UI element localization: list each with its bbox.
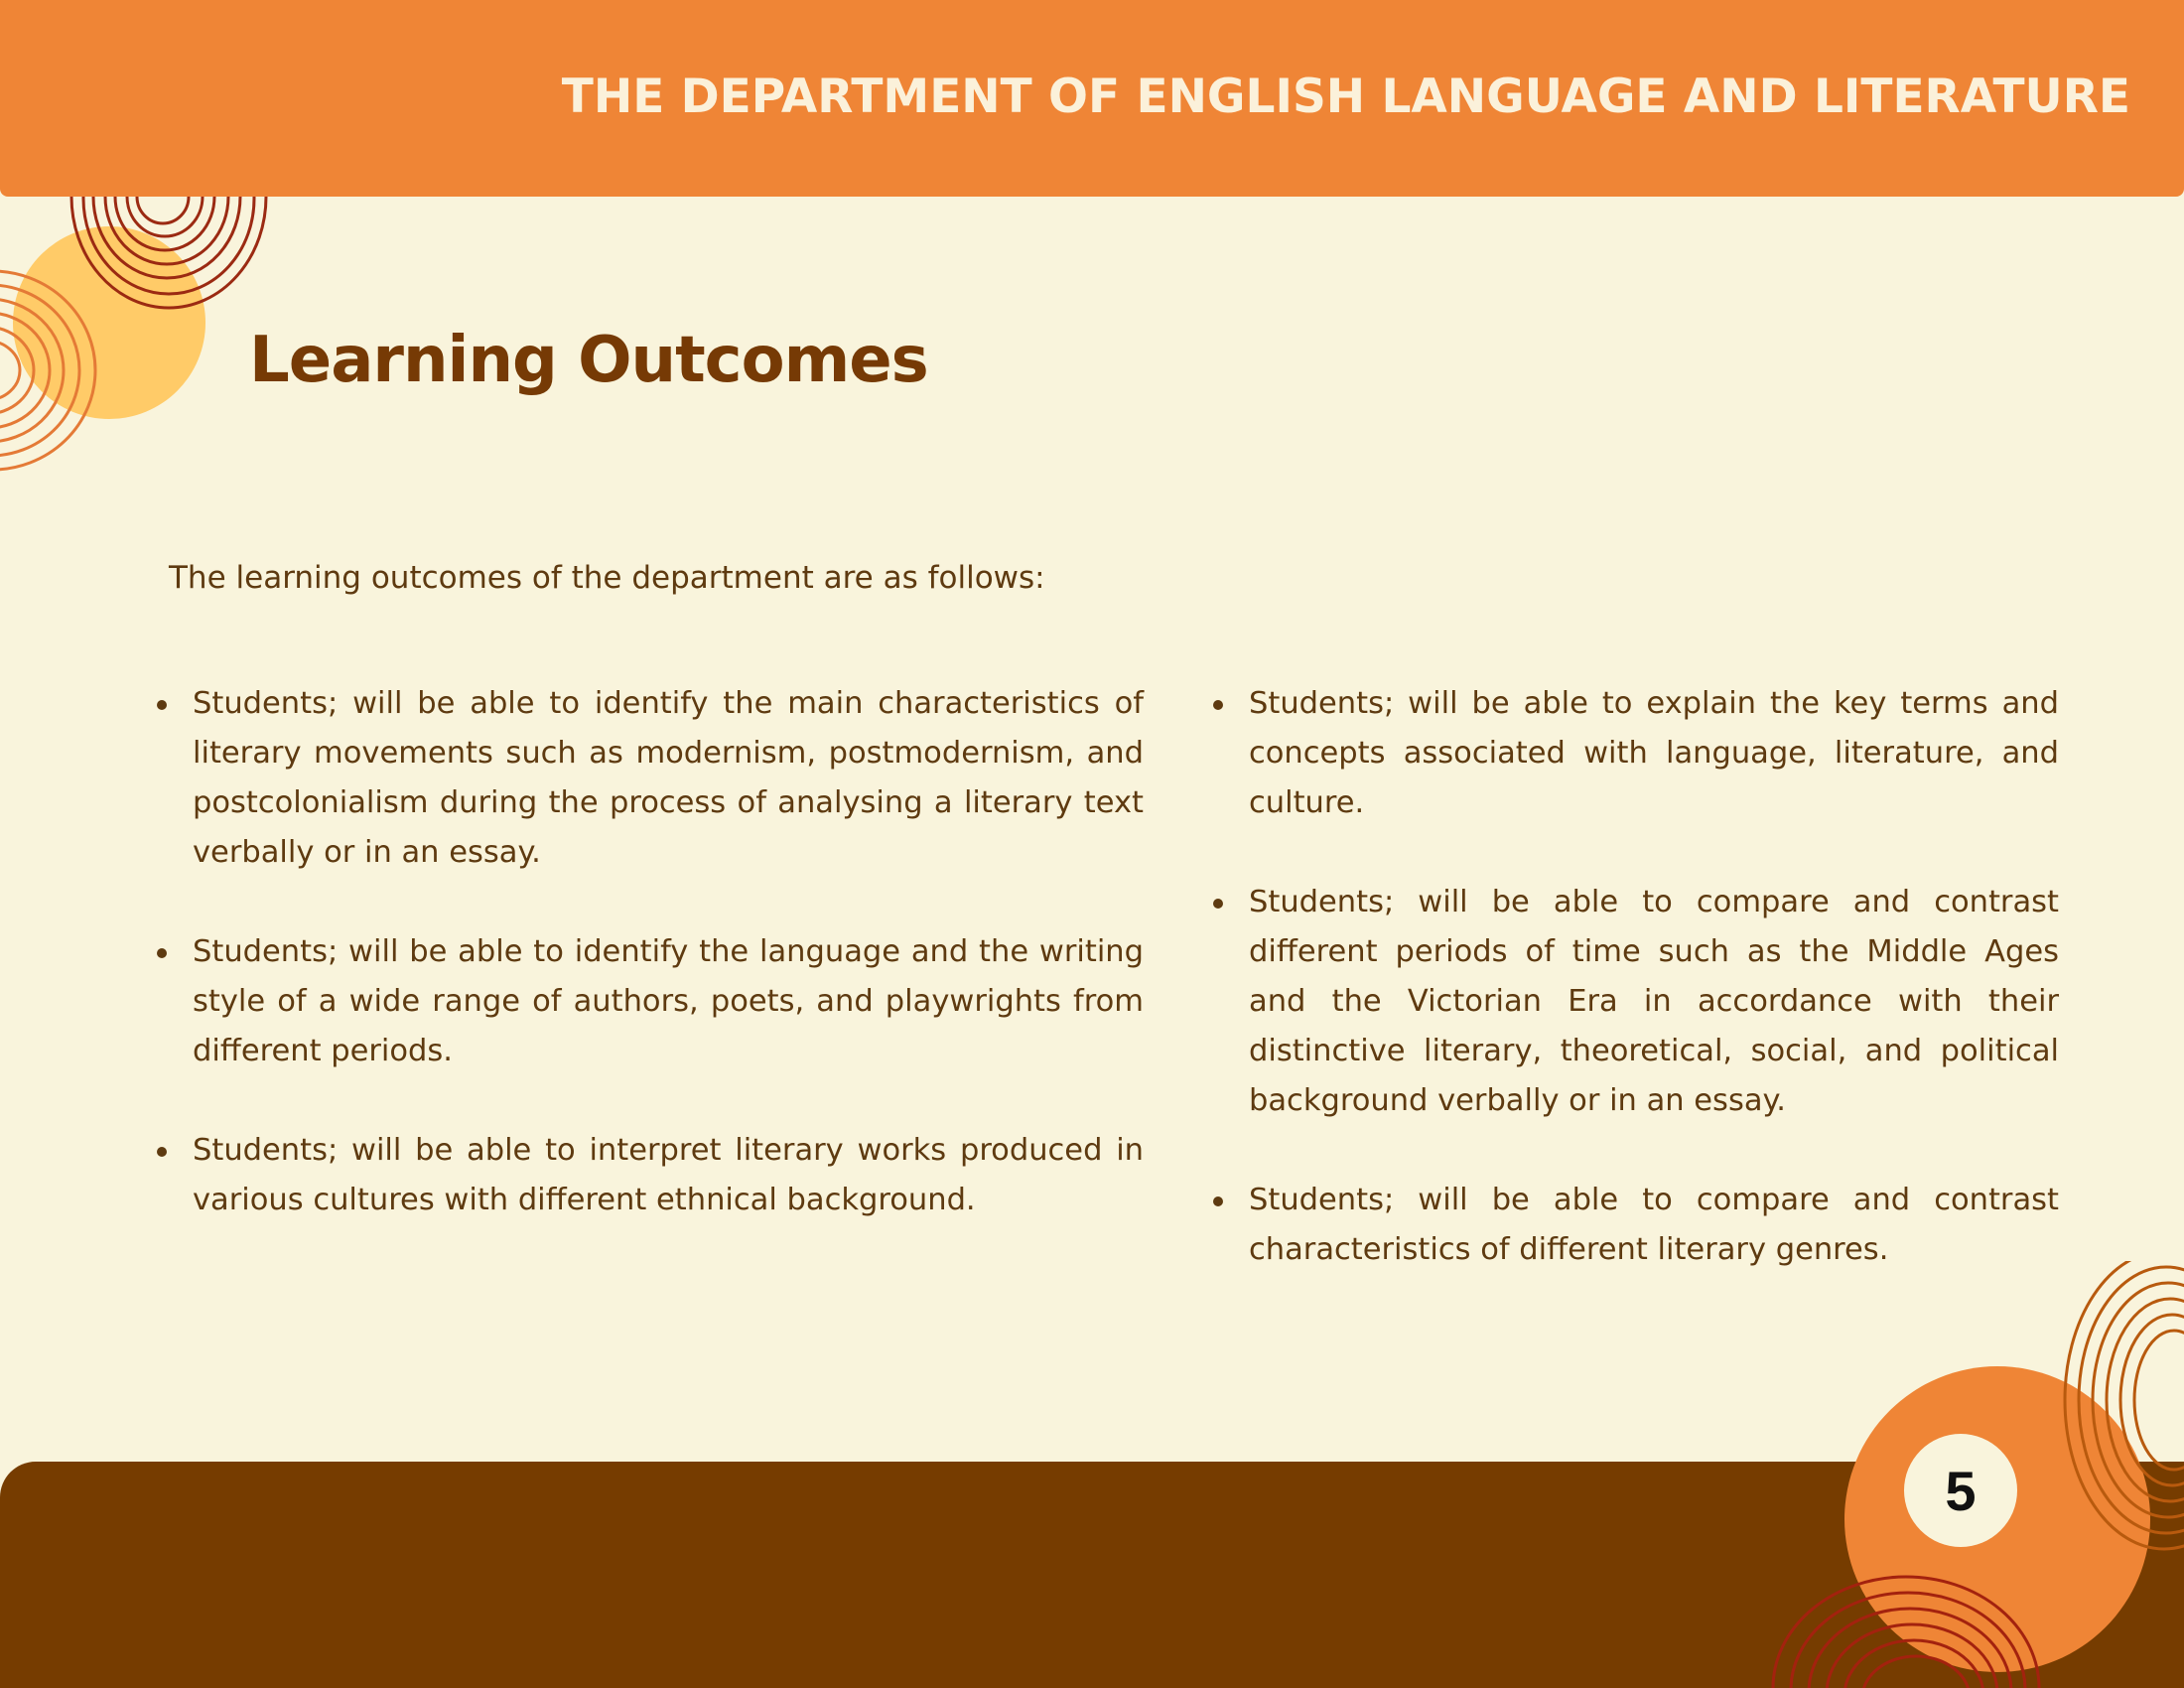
list-item <box>1205 1176 2059 1275</box>
department-title: THE DEPARTMENT OF ENGLISH LANGUAGE AND LITERATURE <box>561 70 2130 124</box>
bullet-icon <box>157 700 167 710</box>
outcomes-right-column <box>1205 679 2059 1325</box>
bullet-icon <box>157 1147 167 1157</box>
bullet-icon <box>1213 700 1223 710</box>
outcome-text: Students; will be able to interpret literary works produced in various cultures with different ethnical background. <box>193 1133 1144 1217</box>
bullet-icon <box>1213 899 1223 909</box>
page-number: 5 <box>1945 1459 1977 1522</box>
list-item <box>1205 878 2059 1126</box>
header-bar <box>0 0 2184 197</box>
list-item <box>1205 679 2059 828</box>
intro-text: The learning outcomes of the department are as follows: <box>169 560 1045 596</box>
outcome-text: Students; will be able to explain the key terms and concepts associated with language, literature, and culture. <box>1249 686 2059 820</box>
bullet-icon <box>1213 1196 1223 1206</box>
outcome-text: Students; will be able to identify the main characteristics of literary movements such as modernism, postmodernism, and postcolonialism during the process of analysing a literary text verbally or in an essay. <box>193 686 1144 870</box>
bullet-icon <box>157 948 167 958</box>
list-item <box>149 927 1144 1076</box>
outcome-text: Students; will be able to compare and contrast characteristics of different literary genres. <box>1249 1183 2059 1267</box>
yellow-circle <box>13 226 205 419</box>
page-number-badge <box>1904 1434 2017 1547</box>
outcomes-left-column <box>149 679 1144 1275</box>
list-item <box>149 679 1144 878</box>
list-item <box>149 1126 1144 1225</box>
outcome-text: Students; will be able to compare and contrast different periods of time such as the Middle Ages and the Victorian Era in accordance with their distinctive literary, theoretical, social, and political background verbally or in an essay. <box>1249 885 2059 1118</box>
outcome-text: Students; will be able to identify the language and the writing style of a wide range of authors, poets, and playwrights from different periods. <box>193 934 1144 1068</box>
page-title: Learning Outcomes <box>249 324 928 397</box>
